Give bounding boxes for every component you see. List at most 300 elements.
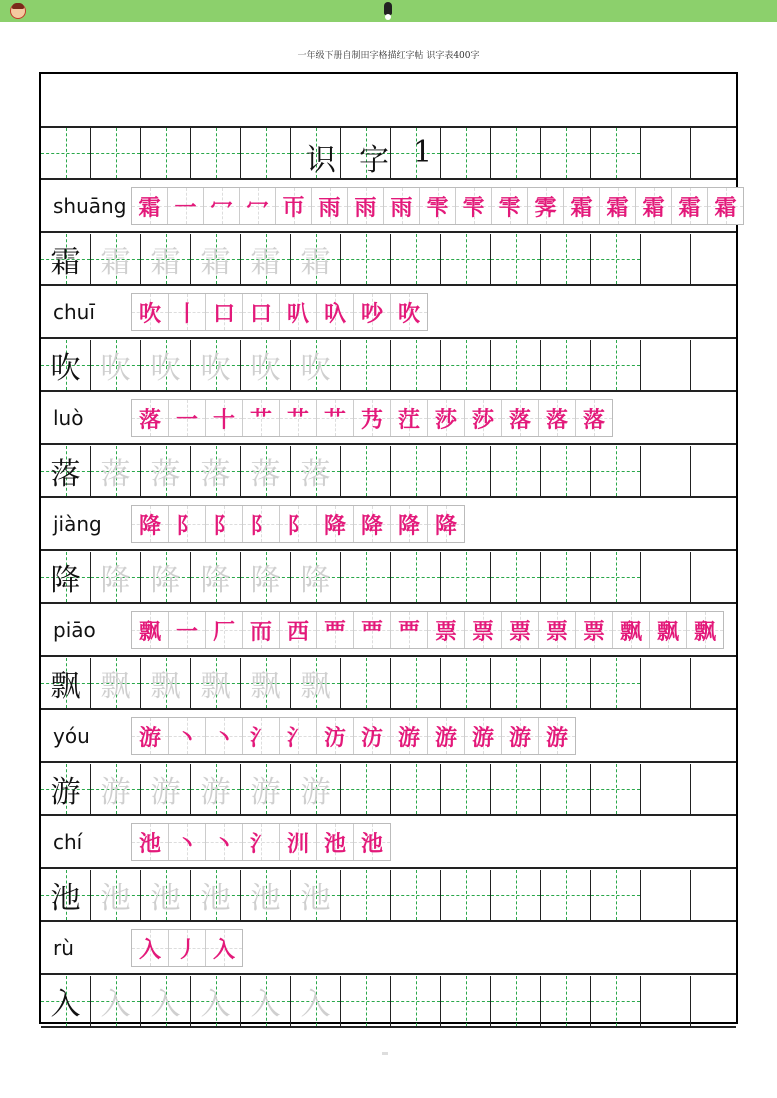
model-character: 吹 [50, 351, 81, 386]
pinyin-label: chuī [53, 300, 95, 324]
stroke-glyph: 艹 [286, 406, 309, 433]
stroke-step [354, 400, 391, 436]
grid-cell[interactable] [441, 128, 491, 178]
grid-cell[interactable] [341, 658, 391, 708]
grid-cell[interactable] [591, 234, 641, 284]
stroke-glyph: 丶 [175, 724, 198, 751]
grid-cell[interactable] [591, 870, 641, 920]
stroke-glyph: 霁 [534, 194, 557, 221]
stroke-step [204, 188, 240, 224]
grid-cell[interactable] [691, 552, 741, 602]
trace-character: 入 [100, 987, 131, 1022]
stroke-step [428, 718, 465, 754]
stroke-step [687, 612, 723, 648]
grid-cell[interactable] [641, 870, 691, 920]
grid-cell[interactable] [591, 446, 641, 496]
stroke-step [354, 506, 391, 542]
stroke-step [528, 188, 564, 224]
grid-cell[interactable] [91, 658, 141, 708]
header-blank-row [41, 74, 736, 128]
stroke-step [240, 188, 276, 224]
trace-character: 落 [200, 457, 231, 492]
stroke-step [317, 400, 354, 436]
stroke-glyph: 莎 [471, 406, 494, 433]
grid-cell[interactable] [641, 764, 691, 814]
trace-character: 游 [100, 775, 131, 810]
grid-cell[interactable] [641, 128, 691, 178]
pinyin-row [41, 817, 736, 869]
grid-cell[interactable] [691, 870, 741, 920]
grid-cell[interactable] [41, 552, 91, 602]
lesson-title-row [41, 128, 736, 180]
pinyin-row [41, 605, 736, 657]
grid-cell[interactable] [641, 234, 691, 284]
grid-cell[interactable] [491, 446, 541, 496]
grid-cell[interactable] [491, 658, 541, 708]
grid-cell[interactable] [241, 870, 291, 920]
stroke-glyph: 游 [471, 724, 494, 751]
grid-cell[interactable] [691, 976, 741, 1026]
stroke-step [465, 718, 502, 754]
grid-cell[interactable] [291, 976, 341, 1026]
grid-cell[interactable] [491, 870, 541, 920]
stroke-step [280, 400, 317, 436]
grid-cell[interactable] [341, 976, 391, 1026]
stroke-step [613, 612, 650, 648]
stroke-step [168, 188, 204, 224]
grid-cell[interactable] [291, 552, 341, 602]
grid-cell[interactable] [241, 658, 291, 708]
trace-character: 飘 [300, 669, 331, 704]
stroke-glyph: 游 [397, 724, 420, 751]
stroke-glyph: 十 [212, 406, 235, 433]
stroke-glyph: 票 [434, 618, 457, 645]
stroke-step [317, 718, 354, 754]
stroke-glyph: 飘 [693, 618, 716, 645]
trace-character: 吹 [100, 351, 131, 386]
stroke-step [243, 400, 280, 436]
stroke-step [708, 188, 743, 224]
stroke-step [243, 824, 280, 860]
trace-character: 落 [100, 457, 131, 492]
trace-character: 游 [250, 775, 281, 810]
trace-character: 入 [300, 987, 331, 1022]
trace-character: 落 [250, 457, 281, 492]
stroke-glyph: 吹 [397, 300, 420, 327]
grid-cell[interactable] [491, 340, 541, 390]
stroke-glyph: 吹 [138, 300, 161, 327]
grid-cell[interactable] [291, 340, 341, 390]
stroke-glyph: 雨 [354, 194, 377, 221]
trace-character: 入 [200, 987, 231, 1022]
grid-cell[interactable] [291, 446, 341, 496]
grid-cell[interactable] [91, 128, 141, 178]
stroke-step [428, 400, 465, 436]
grid-cell[interactable] [191, 870, 241, 920]
grid-cell[interactable] [291, 870, 341, 920]
trace-character: 吹 [150, 351, 181, 386]
grid-cell[interactable] [141, 976, 191, 1026]
grid-cell[interactable] [241, 128, 291, 178]
trace-character: 飘 [200, 669, 231, 704]
stroke-step [169, 400, 206, 436]
tracing-row [41, 976, 736, 1028]
grid-cell[interactable] [641, 446, 691, 496]
grid-cell[interactable] [591, 128, 641, 178]
grid-cell[interactable] [141, 128, 191, 178]
stroke-step [280, 612, 317, 648]
model-character: 游 [50, 775, 81, 810]
stroke-step [391, 506, 428, 542]
stroke-glyph: 降 [323, 512, 346, 539]
stroke-step [576, 612, 613, 648]
trace-character: 降 [200, 563, 231, 598]
stroke-glyph: 口 [212, 300, 235, 327]
stroke-glyph: 票 [582, 618, 605, 645]
stroke-step [456, 188, 492, 224]
grid-cell[interactable] [191, 764, 241, 814]
stroke-glyph: 霜 [606, 194, 629, 221]
grid-cell[interactable] [341, 764, 391, 814]
stroke-step [384, 188, 420, 224]
grid-cell[interactable] [341, 870, 391, 920]
stroke-glyph: 雫 [426, 194, 449, 221]
grid-cell[interactable] [341, 552, 391, 602]
tracing-row [41, 658, 736, 710]
grid-cell[interactable] [91, 870, 141, 920]
grid-cell[interactable] [691, 234, 741, 284]
stroke-step [169, 612, 206, 648]
stroke-step [502, 400, 539, 436]
stroke-step [169, 294, 206, 330]
trace-character: 池 [100, 881, 131, 916]
trace-character: 霜 [250, 245, 281, 280]
stroke-glyph: 落 [508, 406, 531, 433]
stroke-glyph: 游 [545, 724, 568, 751]
trace-character: 池 [300, 881, 331, 916]
grid-cell[interactable] [641, 552, 691, 602]
grid-cell[interactable] [41, 340, 91, 390]
stroke-step [132, 824, 169, 860]
grid-cell[interactable] [491, 976, 541, 1026]
grid-cell[interactable] [591, 658, 641, 708]
stroke-step [465, 400, 502, 436]
grid-cell[interactable] [41, 976, 91, 1026]
grid-cell[interactable] [41, 764, 91, 814]
trace-character: 吹 [200, 351, 231, 386]
grid-cell[interactable] [291, 234, 341, 284]
stroke-glyph: 艹 [323, 406, 346, 433]
stroke-step [206, 612, 243, 648]
grid-cell[interactable] [391, 340, 441, 390]
stroke-glyph: 池 [323, 830, 346, 857]
grid-cell[interactable] [241, 764, 291, 814]
grid-cell[interactable] [441, 658, 491, 708]
pinyin-row [41, 711, 736, 763]
stroke-step [276, 188, 312, 224]
stroke-step [564, 188, 600, 224]
grid-cell[interactable] [591, 340, 641, 390]
grid-cell[interactable] [541, 658, 591, 708]
trace-character: 游 [200, 775, 231, 810]
trace-character: 飘 [100, 669, 131, 704]
trace-character: 霜 [100, 245, 131, 280]
stroke-glyph: 游 [138, 724, 161, 751]
stroke-step [280, 824, 317, 860]
tracing-row [41, 446, 736, 498]
stroke-glyph: 降 [360, 512, 383, 539]
model-character: 池 [50, 881, 81, 916]
stroke-step [317, 294, 354, 330]
grid-cell[interactable] [691, 340, 741, 390]
grid-cell[interactable] [291, 764, 341, 814]
stroke-glyph: 帀 [282, 194, 305, 221]
tracing-row [41, 870, 736, 922]
grid-cell[interactable] [191, 340, 241, 390]
stroke-step [492, 188, 528, 224]
grid-cell[interactable] [591, 552, 641, 602]
stroke-order-strip [131, 929, 243, 967]
stroke-order-strip [131, 505, 465, 543]
grid-cell[interactable] [391, 552, 441, 602]
stroke-glyph: 厂 [212, 618, 235, 645]
grid-cell[interactable] [541, 764, 591, 814]
pin-icon [384, 2, 392, 20]
trace-character: 吹 [300, 351, 331, 386]
grid-cell[interactable] [191, 446, 241, 496]
stroke-step [317, 506, 354, 542]
model-character: 降 [50, 563, 81, 598]
grid-cell[interactable] [41, 234, 91, 284]
grid-cell[interactable] [41, 446, 91, 496]
stroke-glyph: 莎 [434, 406, 457, 433]
tracing-row [41, 234, 736, 286]
grid-cell[interactable] [141, 552, 191, 602]
stroke-glyph: 覀 [323, 618, 346, 645]
grid-cell[interactable] [441, 446, 491, 496]
grid-cell[interactable] [541, 234, 591, 284]
grid-cell[interactable] [91, 340, 141, 390]
grid-cell[interactable] [491, 552, 541, 602]
grid-cell[interactable] [391, 446, 441, 496]
grid-cell[interactable] [391, 658, 441, 708]
grid-cell[interactable] [391, 870, 441, 920]
grid-cell[interactable] [491, 128, 541, 178]
stroke-step [391, 400, 428, 436]
stroke-step [354, 824, 390, 860]
grid-cell[interactable] [191, 976, 241, 1026]
trace-character: 降 [150, 563, 181, 598]
stroke-glyph: 雨 [390, 194, 413, 221]
grid-cell[interactable] [141, 658, 191, 708]
trace-character: 池 [250, 881, 281, 916]
stroke-glyph: 茳 [397, 406, 420, 433]
stroke-step [206, 930, 242, 966]
grid-cell[interactable] [641, 340, 691, 390]
stroke-glyph: 西 [286, 618, 309, 645]
stroke-glyph: 票 [508, 618, 531, 645]
grid-cell[interactable] [441, 764, 491, 814]
grid-cell[interactable] [191, 658, 241, 708]
grid-cell[interactable] [591, 976, 641, 1026]
stroke-step [280, 718, 317, 754]
stroke-glyph: 丶 [212, 830, 235, 857]
grid-cell[interactable] [191, 128, 241, 178]
grid-cell[interactable] [241, 976, 291, 1026]
grid-cell[interactable] [141, 234, 191, 284]
stroke-glyph: 氵 [249, 830, 272, 857]
trace-character: 游 [150, 775, 181, 810]
grid-cell[interactable] [441, 340, 491, 390]
grid-cell[interactable] [441, 234, 491, 284]
stroke-glyph: 覀 [397, 618, 420, 645]
stroke-glyph: 阝 [286, 512, 309, 539]
grid-cell[interactable] [241, 552, 291, 602]
stroke-glyph: 冖 [246, 194, 269, 221]
grid-cell[interactable] [291, 658, 341, 708]
grid-cell[interactable] [341, 340, 391, 390]
stroke-glyph: 汸 [323, 724, 346, 751]
stroke-glyph: 飘 [656, 618, 679, 645]
grid-cell[interactable] [341, 234, 391, 284]
model-character: 霜 [50, 245, 81, 280]
grid-cell[interactable] [141, 764, 191, 814]
trace-character: 霜 [200, 245, 231, 280]
stroke-step [317, 824, 354, 860]
stroke-step [348, 188, 384, 224]
grid-cell[interactable] [191, 234, 241, 284]
trace-character: 落 [300, 457, 331, 492]
stroke-glyph: 票 [471, 618, 494, 645]
stroke-step [317, 612, 354, 648]
grid-cell[interactable] [391, 976, 441, 1026]
grid-cell[interactable] [141, 870, 191, 920]
trace-character: 飘 [250, 669, 281, 704]
grid-cell[interactable] [141, 340, 191, 390]
grid-cell[interactable] [141, 446, 191, 496]
trace-character: 霜 [150, 245, 181, 280]
stroke-step [132, 930, 169, 966]
grid-cell[interactable] [91, 552, 141, 602]
grid-cell[interactable] [541, 446, 591, 496]
grid-cell[interactable] [241, 446, 291, 496]
stroke-step [539, 400, 576, 436]
trace-character: 降 [100, 563, 131, 598]
stroke-glyph: 丶 [175, 830, 198, 857]
stroke-step [636, 188, 672, 224]
stroke-step [243, 718, 280, 754]
grid-cell[interactable] [441, 870, 491, 920]
grid-cell[interactable] [541, 976, 591, 1026]
stroke-step [354, 612, 391, 648]
trace-character: 落 [150, 457, 181, 492]
grid-cell[interactable] [541, 552, 591, 602]
stroke-step [391, 718, 428, 754]
lesson-title-glyph: 1 [413, 135, 433, 170]
stroke-step [576, 400, 612, 436]
stroke-step [206, 824, 243, 860]
tracing-row [41, 764, 736, 816]
footer-mark [382, 1052, 388, 1055]
stroke-glyph: 游 [434, 724, 457, 751]
trace-character: 吹 [250, 351, 281, 386]
stroke-glyph: 霜 [570, 194, 593, 221]
stroke-step [280, 294, 317, 330]
trace-character: 入 [150, 987, 181, 1022]
stroke-order-strip [131, 399, 613, 437]
grid-cell[interactable] [91, 976, 141, 1026]
stroke-glyph: 阝 [212, 512, 235, 539]
tracing-row [41, 340, 736, 392]
lesson-title-glyph: 识 [306, 143, 336, 178]
stroke-step [169, 930, 206, 966]
stroke-step [169, 506, 206, 542]
grid-cell[interactable] [341, 446, 391, 496]
stroke-order-strip [131, 823, 391, 861]
grid-cell[interactable] [541, 870, 591, 920]
grid-cell[interactable] [391, 764, 441, 814]
stroke-glyph: 降 [138, 512, 161, 539]
grid-cell[interactable] [241, 340, 291, 390]
grid-cell[interactable] [541, 128, 591, 178]
stroke-glyph: 一 [175, 406, 198, 433]
stroke-glyph: 吵 [360, 300, 383, 327]
stroke-glyph: 艿 [360, 406, 383, 433]
grid-cell[interactable] [491, 764, 541, 814]
stroke-step [243, 294, 280, 330]
grid-cell[interactable] [691, 128, 741, 178]
grid-cell[interactable] [541, 340, 591, 390]
grid-cell[interactable] [691, 764, 741, 814]
grid-cell[interactable] [41, 128, 91, 178]
trace-character: 池 [200, 881, 231, 916]
stroke-step [420, 188, 456, 224]
stroke-glyph: 降 [434, 512, 457, 539]
grid-cell[interactable] [641, 658, 691, 708]
stroke-glyph: 口 [249, 300, 272, 327]
stroke-step [206, 400, 243, 436]
stroke-step [428, 612, 465, 648]
trace-character: 霜 [300, 245, 331, 280]
stroke-step [312, 188, 348, 224]
stroke-glyph: 霜 [138, 194, 161, 221]
grid-cell[interactable] [41, 870, 91, 920]
stroke-glyph: 阝 [175, 512, 198, 539]
stroke-glyph: 入 [212, 936, 235, 963]
grid-cell[interactable] [591, 764, 641, 814]
lesson-title-glyph: 字 [359, 143, 389, 178]
grid-cell[interactable] [391, 234, 441, 284]
grid-cell[interactable] [91, 234, 141, 284]
grid-cell[interactable] [691, 658, 741, 708]
grid-cell[interactable] [241, 234, 291, 284]
grid-cell[interactable] [91, 446, 141, 496]
stroke-glyph: 飘 [138, 618, 161, 645]
stroke-glyph: 霜 [642, 194, 665, 221]
grid-cell[interactable] [41, 658, 91, 708]
stroke-glyph: 落 [582, 406, 605, 433]
stroke-step [428, 506, 464, 542]
grid-cell[interactable] [441, 552, 491, 602]
grid-cell[interactable] [491, 234, 541, 284]
grid-cell[interactable] [441, 976, 491, 1026]
stroke-step [169, 824, 206, 860]
stroke-step [206, 506, 243, 542]
grid-cell[interactable] [641, 976, 691, 1026]
grid-cell[interactable] [691, 446, 741, 496]
grid-cell[interactable] [191, 552, 241, 602]
grid-cell[interactable] [91, 764, 141, 814]
